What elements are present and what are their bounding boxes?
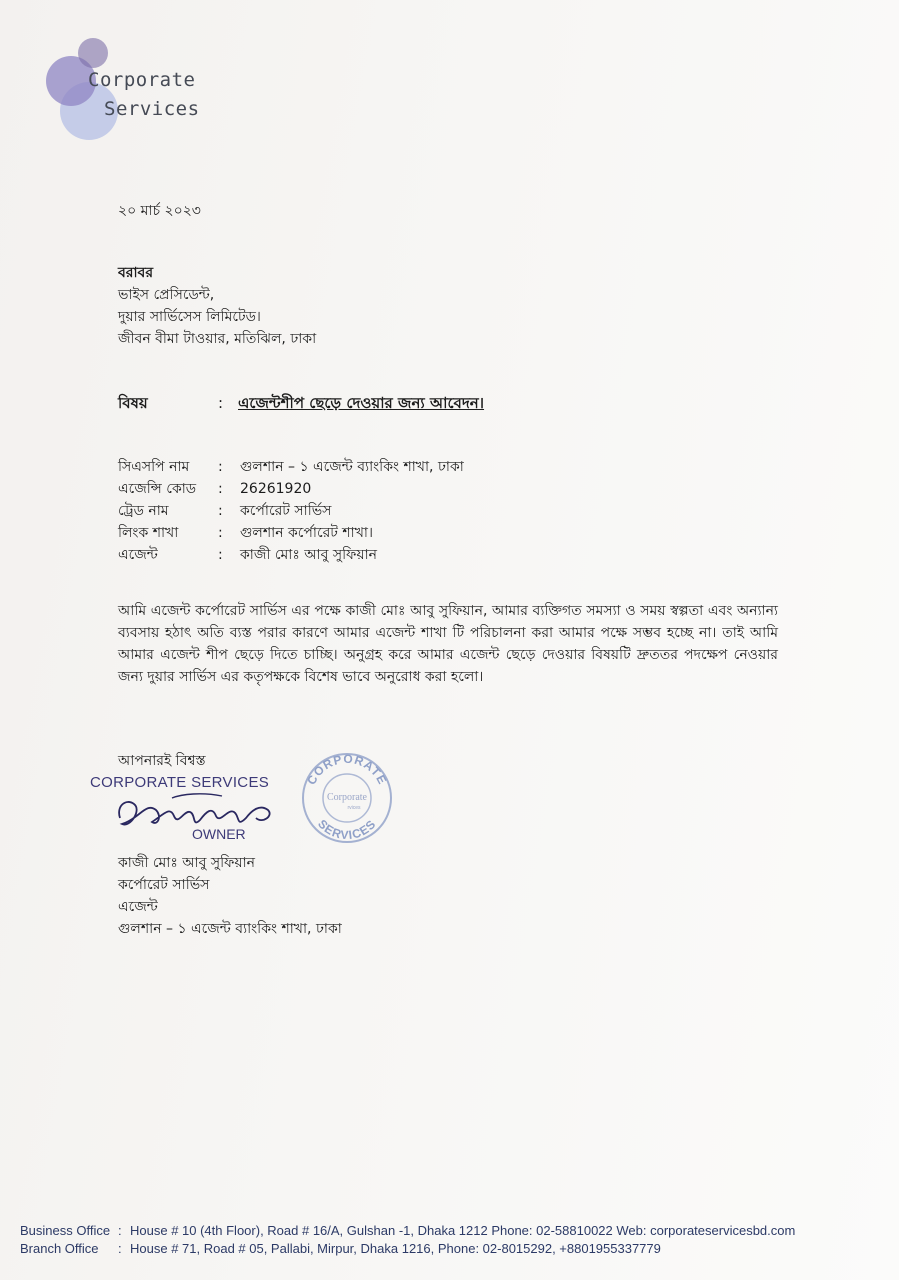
signer-line: কর্পোরেট সার্ভিস <box>118 877 210 893</box>
letter-body: আমি এজেন্ট কর্পোরেট সার্ভিস এর পক্ষে কাজী মোঃ আবু সুফিয়ান, আমার ব্যক্তিগত সমস্যা ও সময় স্বল্পতা এবং অন্যান্য ব্যবসায় হঠাৎ অতি ব্যস্ত পরার কারণে আমার এজেন্ট শাখা টি পরিচালনা করা আমার পক্ষে সম্ভব হচ্ছে না। তাই আমি আমার এজেন্ট শীপ ছেড়ে দিতে চাচ্ছি। অনুগ্রহ করে আমার এজেন্ট ছেড়ে দেওয়ার বিষয়টি দ্রুততর পদক্ষেপ নেওয়ার জন্য দুয়ার সার্ভিস এর কতৃপক্ষকে বিশেষ ভাবে অনুরোধ করা হলো। <box>118 603 778 685</box>
detail-colon: : <box>218 481 223 497</box>
company-seal-stamp <box>292 748 402 846</box>
detail-value: কর্পোরেট সার্ভিস <box>240 503 332 519</box>
detail-colon: : <box>218 459 223 475</box>
logo-text <box>88 66 200 124</box>
seal-center-text: Corporate <box>327 792 367 803</box>
footer-label: Business Office <box>20 1223 111 1238</box>
footer-text: House # 71, Road # 05, Pallabi, Mirpur, Dhaka 1216, Phone: 02-8015292, +8801955337779 <box>130 1241 661 1256</box>
detail-row <box>118 500 464 522</box>
svg-text:SERVICES <box>315 817 379 842</box>
detail-row <box>118 478 464 500</box>
detail-key: লিংক শাখা <box>118 525 179 541</box>
details-table <box>118 456 464 566</box>
detail-value: গুলশান কর্পোরেট শাখা। <box>240 525 373 541</box>
detail-colon: : <box>218 525 223 541</box>
detail-key: ট্রেড নাম <box>118 503 169 519</box>
stamp-owner-title: OWNER <box>192 826 246 842</box>
salutation: বরাবর <box>118 265 154 281</box>
recipient-line: জীবন বীমা টাওয়ার, মতিঝিল, ঢাকা <box>118 331 317 347</box>
detail-row <box>118 522 464 544</box>
subject-label: বিষয় <box>118 394 148 412</box>
svg-text:CORPORATE <box>304 752 390 787</box>
footer-text: House # 10 (4th Floor), Road # 16/A, Gulshan -1, Dhaka 1212 Phone: 02-58810022 Web: corporateservicesbd.com <box>130 1223 796 1238</box>
footer-separator: : <box>118 1223 122 1238</box>
recipient-line: ভাইস প্রেসিডেন্ট, <box>118 287 215 303</box>
detail-value: 26261920 <box>240 481 312 497</box>
letter-footer <box>20 1222 795 1258</box>
signer-line: গুলশান – ১ এজেন্ট ব্যাংকিং শাখা, ঢাকা <box>118 921 342 937</box>
detail-row <box>118 544 464 566</box>
seal-bottom-text: SERVICES <box>315 816 379 843</box>
logo-line-1: Corporate <box>88 69 196 91</box>
detail-key: সিএসপি নাম <box>118 459 190 475</box>
recipient-block <box>118 262 316 350</box>
footer-row <box>20 1222 795 1240</box>
footer-separator: : <box>118 1241 122 1256</box>
seal-top-text: CORPORATE <box>304 751 390 788</box>
logo-circle-dark <box>78 38 108 68</box>
logo-line-2: Services <box>104 98 200 120</box>
subject-text: এজেন্টশীপ ছেড়ে দেওয়ার জন্য আবেদন। <box>238 394 485 412</box>
detail-value: গুলশান – ১ এজেন্ট ব্যাংকিং শাখা, ঢাকা <box>240 459 464 475</box>
signer-block <box>118 852 342 940</box>
seal-center-small-text: rvices <box>347 805 361 811</box>
detail-key: এজেন্সি কোড <box>118 481 197 497</box>
signer-line: কাজী মোঃ আবু সুফিয়ান <box>118 855 255 871</box>
signer-line: এজেন্ট <box>118 899 158 915</box>
stamp-company-name: CORPORATE SERVICES <box>90 774 270 791</box>
company-logo <box>40 36 260 136</box>
detail-value: কাজী মোঃ আবু সুফিয়ান <box>240 547 377 563</box>
detail-colon: : <box>218 503 223 519</box>
detail-row <box>118 456 464 478</box>
subject-line <box>118 392 484 414</box>
detail-key: এজেন্ট <box>118 547 158 563</box>
footer-label: Branch Office <box>20 1241 99 1256</box>
sign-off: আপনারই বিশ্বস্ত <box>118 753 206 769</box>
subject-colon: : <box>218 394 224 412</box>
recipient-line: দুয়ার সার্ভিসেস লিমিটেড। <box>118 309 261 325</box>
letter-date: ২০ মার্চ ২০২৩ <box>118 203 201 219</box>
detail-colon: : <box>218 547 223 563</box>
footer-row <box>20 1240 795 1258</box>
